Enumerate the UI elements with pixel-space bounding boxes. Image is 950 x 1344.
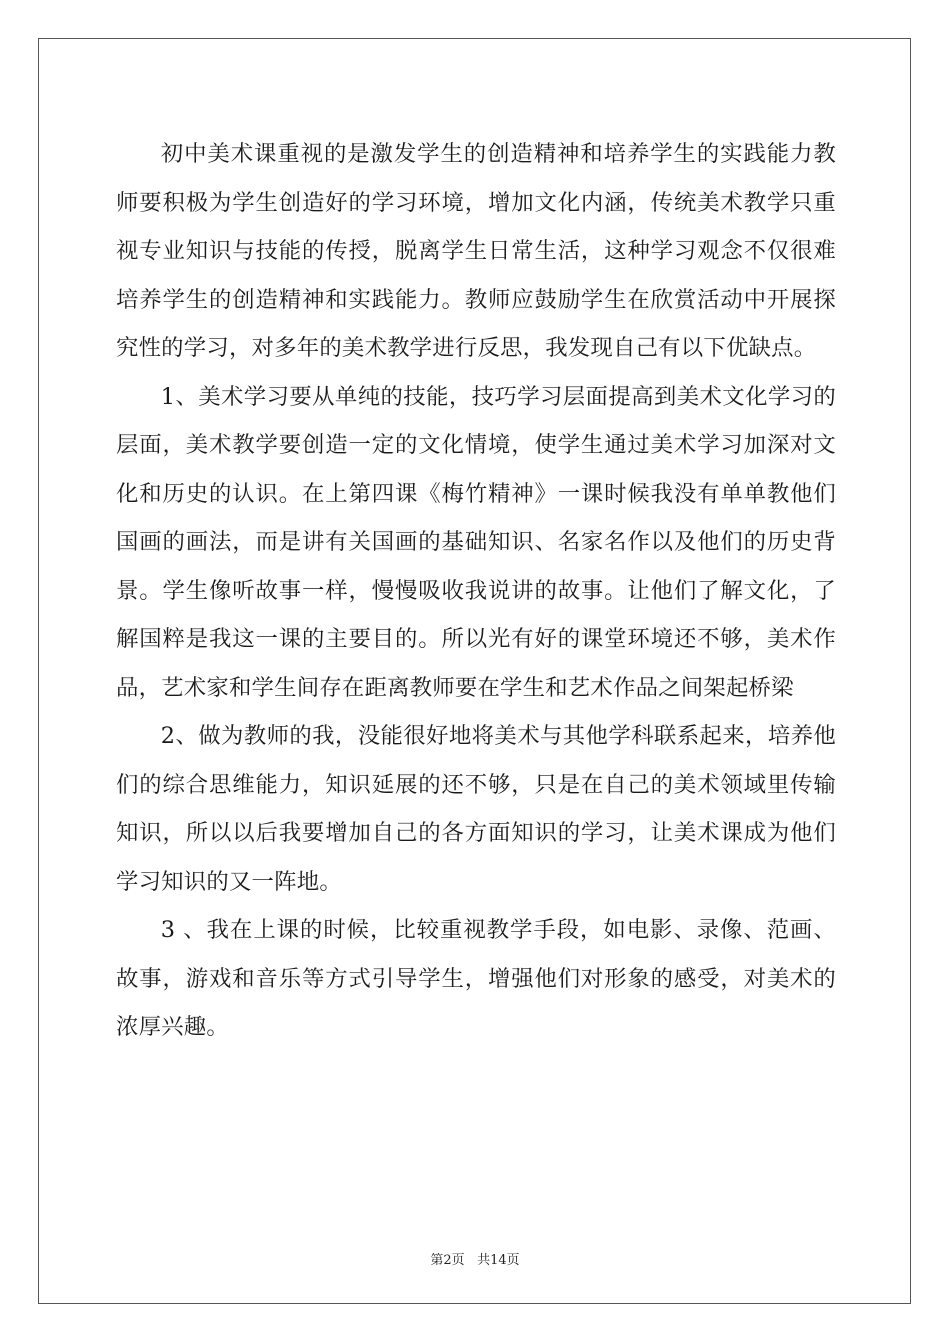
paragraph-point-3: 3 、我在上课的时候，比较重视教学手段，如电影、录像、范画、故事，游戏和音乐等方式引导学生，增强他们对形象的感受，对美术的浓厚兴趣。 (116, 917, 836, 1040)
page-total: 共14页 (477, 1253, 520, 1268)
paragraph-point-2: 2、做为教师的我，没能很好地将美术与其他学科联系起来，培养他们的综合思维能力，知识延展的还不够，只是在自己的美术领域里传输知识，所以以后我要增加自己的各方面知识的学习，让美术课成为他们学习知识的又一阵地。 (116, 723, 836, 895)
page-footer (0, 1249, 950, 1268)
document-body (116, 130, 836, 1052)
paragraph-point-1: 1、美术学习要从单纯的技能，技巧学习层面提高到美术文化学习的层面，美术教学要创造一定的文化情境，使学生通过美术学习加深对文化和历史的认识。在上第四课《梅竹精神》一课时候我没有单单教他们国画的画法，而是讲有关国画的基础知识、名家名作以及他们的历史背景。学生像听故事一样，慢慢吸收我说讲的故事。让他们了解文化，了解国粹是我这一课的主要目的。所以光有好的课堂环境还不够，美术作品，艺术家和学生间存在距离教师要在学生和艺术作品之间架起桥梁 (116, 383, 836, 701)
paragraph-intro: 初中美术课重视的是激发学生的创造精神和培养学生的实践能力教师要积极为学生创造好的学习环境，增加文化内涵，传统美术教学只重视专业知识与技能的传授，脱离学生日常生活，这种学习观念不仅很难培养学生的创造精神和实践能力。教师应鼓励学生在欣赏活动中开展探究性的学习，对多年的美术教学进行反思，我发现自己有以下优缺点。 (116, 141, 836, 361)
page-number: 第2页 (430, 1253, 465, 1268)
